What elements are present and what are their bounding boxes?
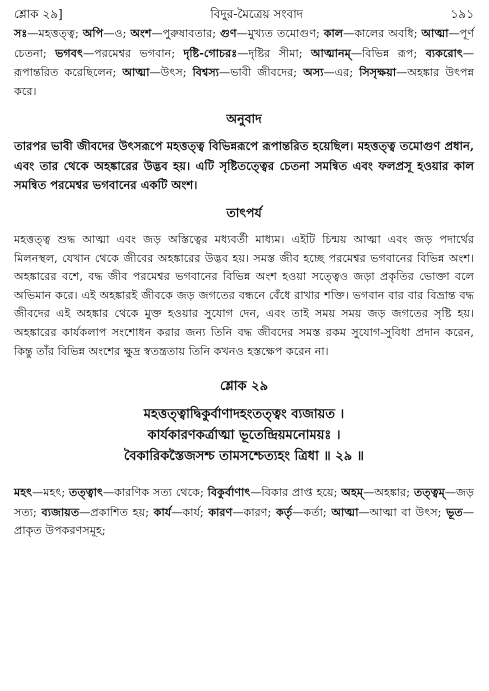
synonym-word: ভগবৎ xyxy=(55,45,83,60)
synonym-word: আত্মানম্ xyxy=(310,45,351,60)
synonym-word: অংশ xyxy=(130,26,152,40)
synonym-word: তত্ত্বাৎ xyxy=(68,485,103,500)
synonym-word: সঃ xyxy=(14,26,28,40)
synonym-meaning: দৃষ্টির সীমা; xyxy=(248,46,303,60)
synonym-meaning: অহঙ্কার উৎপন্ন করে। xyxy=(14,66,474,98)
synonym-word: বিশ্বস্য xyxy=(192,65,220,80)
synonym-word: অহম্ xyxy=(341,485,364,500)
synonym-word: মহৎ xyxy=(14,485,33,500)
synonyms-bottom: মহৎ—মহৎ; তত্ত্বাৎ—কারণিক সত্য থেকে; বিকুর্বাণাৎ—বিকার প্রাপ্ত হয়ে; অহম্—অহঙ্কার; তত্ত্বম্—জড় সত্য; ব্যজায়ত—প্রকাশিত হয়; কার্য—কার্য; কারণ—কারণ; কর্তৃ—কর্তা; আত্মা—আত্মা বা উৎস; ভূত—প্রাকৃত উপকরণসমূহ; xyxy=(14,485,474,538)
synonyms-top: সঃ—মহত্তত্ত্ব; অপি—ও; অংশ—পুরুষাবতার; গুণ—মুখ্যত তমোগুণ; কাল—কালের অবধি; আত্মা—পূর্ণ চেতনা; ভগবৎ—পরমেশ্বর ভগবান; দৃষ্টি-গোচরঃ—দৃষ্টির সীমা; আত্মানম্—বিভিন্ন রূপ; ব্যকরোৎ—রূপান্তরিত করেছিলেন; আত্মা—উৎস; বিশ্বস্য—ভাবী জীবদের; অস্য—এর; সিসৃক্ষয়া—অহঙ্কার উৎপন্ন করে। xyxy=(14,26,475,98)
translation-text: তারপর ভাবী জীবদের উৎসরূপে মহত্তত্ত্ব বিভিন্নরূপে রূপান্তরিত হয়েছিল। মহত্তত্ত্ব তমোগুণ প্রধান, এবং তার থেকে অহঙ্কারের উদ্ভব হয়। এটি সৃষ্টিতত্ত্বের চেতনা সমন্বিত এবং ফলপ্রসূ হওয়ার কাল সমন্বিত পরমেশ্বর ভগবানের একটি অংশ। xyxy=(14,139,474,192)
synonym-word: ব্যকরোৎ xyxy=(425,45,463,60)
translation-heading: অনুবাদ xyxy=(226,111,262,127)
synonym-meaning: পূর্ণ চেতনা; xyxy=(14,27,475,60)
synonym-meaning: পরমেশ্বর ভগবান; xyxy=(94,46,176,60)
synonym-meaning: কার্য; xyxy=(182,505,204,519)
synonym-meaning: অহঙ্কার; xyxy=(374,486,410,500)
purport-heading: তাৎপর্য xyxy=(226,204,262,220)
synonym-meaning: প্রাকৃত উপকরণসমূহ; xyxy=(14,524,106,538)
synonym-meaning: এর; xyxy=(334,66,354,80)
synonym-word: অস্য xyxy=(303,65,324,80)
header-verse-ref: শ্লোক ২৯] xyxy=(14,7,63,21)
synonym-word: অপি xyxy=(82,26,104,40)
verse-title: শ্লোক ২৯ xyxy=(219,379,269,395)
synonym-meaning: পুরুষাবতার; xyxy=(162,27,217,40)
synonym-word: তত্ত্বম্ xyxy=(413,485,445,500)
synonym-word: ভূত xyxy=(446,504,463,519)
header-page-number: ১৯১ xyxy=(450,7,474,21)
synonym-word: দৃষ্টি-গোচরঃ xyxy=(183,45,238,60)
synonym-meaning: বিকার প্রাপ্ত হয়ে; xyxy=(261,486,338,500)
synonym-meaning: মুখ্যত তমোগুণ; xyxy=(247,27,320,40)
synonym-meaning: ও; xyxy=(114,27,127,40)
purport-text: মহত্তত্ত্ব শুদ্ধ আত্মা এবং জড় অস্তিত্বের মধ্যবর্তী মাধ্যম। এইটি চিন্ময় আত্মা এবং জড় পদার্থের মিলনস্থল, যেখান থেকে জীবের অহঙ্কারের উদ্ভব হয়। সমস্ত জীব হচ্ছে পরমেশ্বর ভগবানের বিভিন্ন অংশ। অহঙ্কারের বশে, বদ্ধ জীব পরমেশ্বর ভগবানের বিভিন্ন অংশ হওয়া সত্ত্বেও জড়া প্রকৃতির ভোক্তা বলে অভিমান করে। এই অহঙ্কারই জীবকে জড় জগতের বন্ধনে বেঁধে রাখার শক্তি। ভগবান বার বার বিভ্রান্ত বদ্ধ জীবদের এই অহঙ্কার থেকে মুক্ত হওয়ার সুযোগ দেন, এবং তাই সময় সময় জড় জগতের সৃষ্টি হয়। অহঙ্কারের কার্যকলাপ সংশোধন করার জন্য তিনি বদ্ধ জীবদের সমস্ত রকম সুযোগ-সুবিধা প্রদান করেন, কিন্তু তাঁর বিভিন্ন অংশের ক্ষুদ্র স্বতন্ত্রতায় তিনি কখনও হস্তক্ষেপ করেন না। xyxy=(14,232,474,358)
synonym-word: কাল xyxy=(323,26,344,40)
synonym-word: আত্মা xyxy=(421,26,449,40)
page-header xyxy=(14,6,474,24)
synonym-meaning: কর্তা; xyxy=(303,505,327,519)
verse-line: কার্যকারণকর্ত্রাত্মা ভূতেন্দ্রিয়মনোময়ঃ । xyxy=(147,428,341,444)
synonym-meaning: ভাবী জীবদের; xyxy=(230,66,298,80)
synonym-word: কারণ xyxy=(208,504,233,519)
synonym-meaning: মহৎ; xyxy=(43,486,66,500)
synonym-word: আত্মা xyxy=(331,504,359,519)
synonym-meaning: কারণ; xyxy=(243,505,272,519)
synonym-word: সিসৃক্ষয়া xyxy=(359,65,397,80)
synonym-word: বিকুর্বাণাৎ xyxy=(207,485,251,500)
synonym-word: ব্যজায়ত xyxy=(41,504,80,519)
synonym-word: কার্য xyxy=(153,504,172,519)
book-page xyxy=(14,6,474,541)
synonym-meaning: আত্মা বা উৎস; xyxy=(369,505,442,519)
synonym-meaning: মহত্তত্ত্ব; xyxy=(38,27,79,40)
synonym-word: গুণ xyxy=(219,26,237,40)
synonym-word: কর্তৃ xyxy=(276,504,293,519)
synonym-meaning: কারণিক সত্য থেকে; xyxy=(114,486,204,500)
synonym-word: আত্মা xyxy=(122,65,150,80)
synonym-meaning: কালের অবধি; xyxy=(354,27,418,40)
verse-line: মহত্তত্ত্বাদ্বিকুর্বাণাদহংতত্ত্বং ব্যজায়ত । xyxy=(143,407,345,423)
synonym-meaning: রূপান্তরিত করেছিলেন; xyxy=(14,66,117,80)
header-chapter-title: বিদুর-মৈত্রেয় সংবাদ xyxy=(210,7,303,21)
verse-line: বৈকারিকস্তৈজসশ্চ তামসশ্চেত্যহং ত্রিধা ॥ ২৯ ॥ xyxy=(123,449,365,465)
synonym-meaning: বিভিন্ন রূপ; xyxy=(362,46,418,60)
synonym-meaning: উৎস; xyxy=(160,66,187,80)
synonym-meaning: জড় সত্য; xyxy=(14,486,474,519)
synonym-meaning: প্রকাশিত হয়; xyxy=(90,505,149,519)
